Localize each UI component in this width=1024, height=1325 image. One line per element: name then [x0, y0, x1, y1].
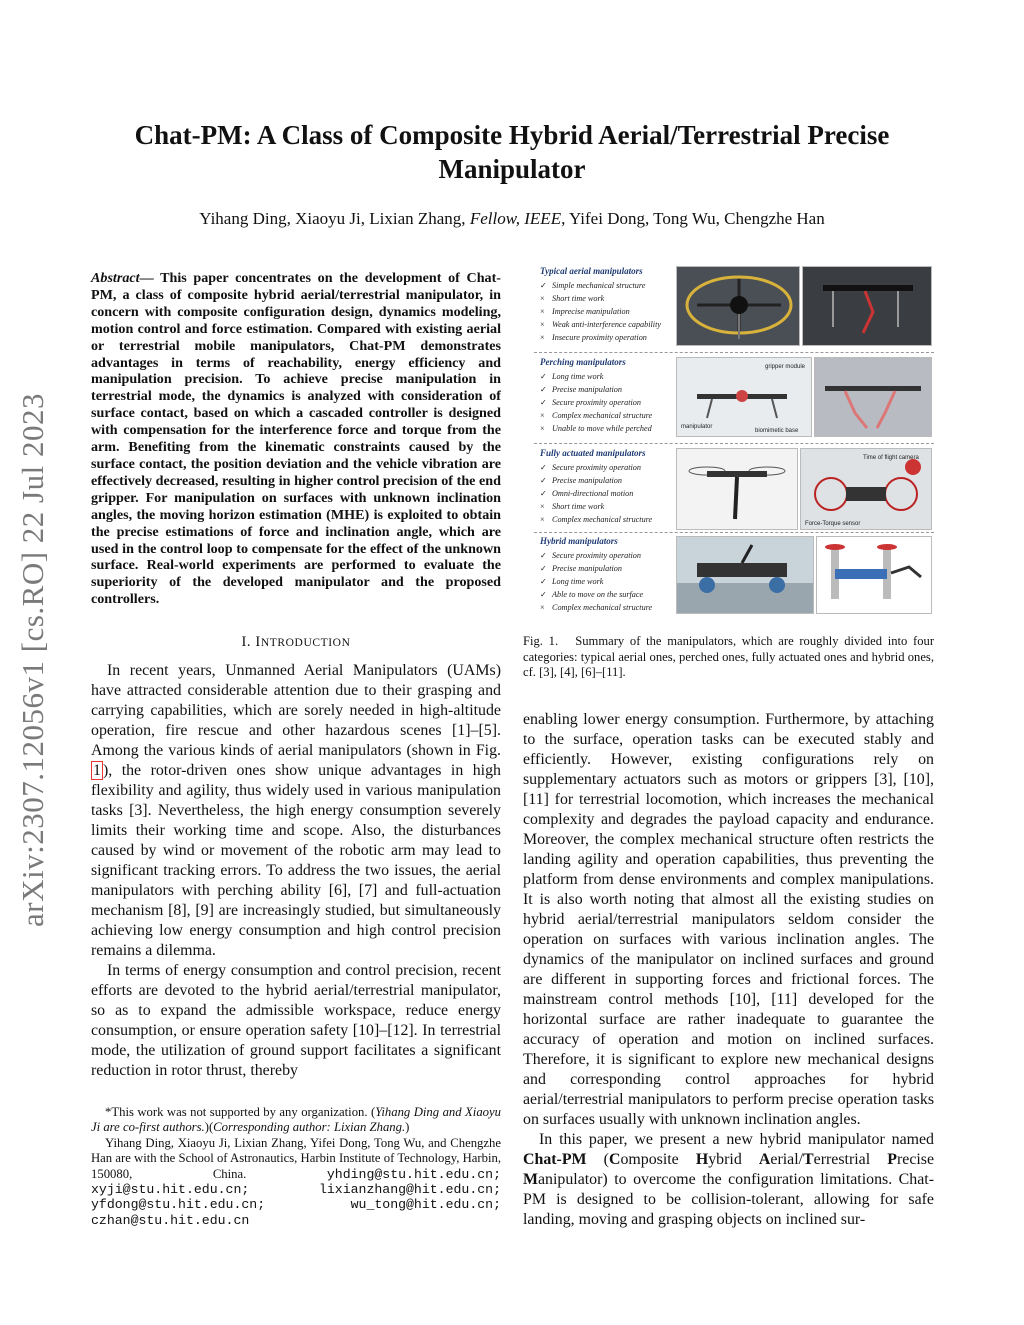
title-line-1: Chat-PM: A Class of Composite Hybrid Aerial/Terrestrial Precise — [134, 120, 890, 150]
group-title: Typical aerial manipulators — [540, 266, 643, 276]
list-item — [540, 318, 661, 331]
footnote — [91, 1105, 501, 1228]
figure-group-fully-actuated — [534, 446, 934, 532]
item-text: Imprecise manipulation — [552, 307, 630, 316]
list-item — [540, 500, 652, 513]
photo-hybrid-cad — [816, 536, 932, 614]
cross-icon: × — [540, 320, 545, 329]
intro-paragraph-2: In terms of energy consumption and control precision, recent efforts are devoted to the hybrid aerial/terrestrial manipulator, so as to expand the admissible workspace, reduce energy consumption, or ensure operation safety [10]–[12]. In terrestrial mode, the utilization of ground support facilitates a significant reduction in rotor thrust, thereby — [91, 962, 501, 1080]
list-item — [540, 422, 652, 435]
check-icon: ✓ — [540, 590, 547, 599]
list-item — [540, 562, 652, 575]
check-icon: ✓ — [540, 281, 547, 290]
intro-paragraph-1 — [91, 661, 501, 961]
figure-1-link[interactable]: 1 — [93, 762, 101, 780]
item-text: Omni-directional motion — [552, 489, 634, 498]
p4-paren: ( — [586, 1151, 609, 1168]
list-item — [540, 409, 652, 422]
check-icon: ✓ — [540, 463, 547, 472]
photo-perching-drone — [676, 357, 812, 437]
group-items — [540, 279, 661, 344]
abstract-label: Abstract — [91, 270, 140, 286]
section-heading-introduction — [91, 634, 501, 651]
p4-word-aerial: erial/ — [770, 1151, 804, 1168]
abstract — [91, 270, 501, 608]
figure-1-caption — [523, 634, 934, 681]
section-smallcaps: NTRODUCTION — [260, 637, 351, 650]
left-column — [91, 270, 501, 1081]
photo-label-bioinspired: biomimetic base — [755, 428, 799, 434]
caption-text: Summary of the manipulators, which are roughly divided into four categories: typical aerial ones, perched ones, fully actuated ones and hybrid ones, cf. [3], [4], [6]–[11]. — [523, 634, 935, 680]
list-item — [540, 474, 652, 487]
p4-letter-t: T — [803, 1151, 814, 1168]
item-text: Insecure proximity operation — [552, 333, 647, 342]
author-list — [90, 209, 934, 229]
p4-letter-c: C — [608, 1151, 621, 1168]
p4-word-hybrid: ybrid — [708, 1151, 759, 1168]
item-text: Precise manipulation — [552, 564, 622, 573]
authors-part-b: , Yifei Dong, Tong Wu, Chengzhe Han — [561, 209, 825, 228]
abstract-text: This paper concentrates on the development of Chat-PM, a class of composite hybrid aerial/terrestrial manipulator, in concern with composite configuration design, dynamics modeling, motion control and force estimation. Compared with existing aerial or terrestrial mobile manipulators, Chat-PM demonstrates advantages in terms of reachability, energy efficiency and manipulation precision. To achieve precise manipulation in terrestrial mode, the dynamics is analyzed with consideration of surface contact, based on which a cascaded controller is designed with compensation for the interference force and torque from the arm. Benefiting from the kinematic constraints caused by the surface contact, the position deviation and the vehicle vibration are effectively decreased, resulting in higher control precision of the end gripper. For manipulation on surfaces with unknown inclination angles, the moving horizon estimation (MHE) is exploited to obtain the precise estimations of force and inclination angle, which are used in the control loop to compensate for the effect of the unknown surface. Real-world experiments are performed to evaluate the superiority of the developed manipulator and the proposed controllers. — [91, 270, 501, 608]
item-text: Long time work — [552, 372, 604, 381]
group-items — [540, 461, 652, 526]
fn2-affiliation: Yihang Ding, Xiaoyu Ji, Lixian Zhang, Yifei Dong, Tong Wu, and Chengzhe Han are with the School of Astronautics, Harbin Institute of Technology, Harbin, 150080, China. — [91, 1135, 501, 1181]
list-item — [540, 575, 652, 588]
check-icon: ✓ — [540, 385, 547, 394]
cross-icon: × — [540, 502, 545, 511]
right-column — [523, 710, 934, 1230]
fn1-a: *This work was not supported by any organization. ( — [105, 1105, 376, 1119]
item-text: Complex mechanical structure — [552, 411, 653, 420]
item-text: Secure proximity operation — [552, 463, 641, 472]
list-item — [540, 461, 652, 474]
list-item — [540, 331, 661, 344]
authors-fellow: Fellow, IEEE — [469, 209, 562, 228]
check-icon: ✓ — [540, 489, 547, 498]
p4-letter-p: P — [887, 1151, 897, 1168]
abstract-dash: — — [139, 270, 154, 286]
cross-icon: × — [540, 603, 545, 612]
list-item — [540, 513, 652, 526]
group-title: Fully actuated manipulators — [540, 448, 646, 458]
list-item — [540, 305, 661, 318]
footnote-1 — [91, 1105, 501, 1136]
p4-text-rest: anipulator) to overcome the configuration limitations. Chat-PM is designed to be collision-tolerant, allowing for safe landing, moving and grasping objects on inclined sur- — [523, 1171, 934, 1228]
list-item — [540, 383, 652, 396]
item-text: Secure proximity operation — [552, 551, 641, 560]
figure-group-perching — [534, 355, 934, 441]
p4-letter-m: M — [523, 1171, 538, 1188]
authors-part-a: Yihang Ding, Xiaoyu Ji, Lixian Zhang, — [199, 209, 470, 228]
list-item — [540, 279, 661, 292]
p1-text-a: In recent years, Unmanned Aerial Manipulators (UAMs) have attracted considerable attention due to their grasping and carrying capabilities, which are sorely needed in high-altitude operation, fire rescue and other hazardous scenes [1]–[5]. Among the various kinds of aerial manipulators (shown in Fig. — [91, 662, 501, 760]
author-emails[interactable]: yhding@stu.hit.edu.cn; xyji@stu.hit.edu.cn; lixianzhang@hit.edu.cn; yfdong@stu.hit.edu.cn; wu_tong@hit.edu.cn; czhan@stu.hit.edu.cn — [91, 1166, 501, 1228]
fn1-e: ) — [405, 1120, 410, 1135]
intro-paragraph-3: enabling lower energy consumption. Furthermore, by attaching to the surface, operation tasks can be executed stably and efficiently. However, existing configurations rely on supplementary actuators such as motors or grippers [3], [10], [11] for terrestrial locomotion, which increases the mechanical complexity and degrades the payload capacity and endurance. Moreover, the complex mechanical structure often restricts the landing agility and operation capabilities, thus preventing the platform from dense environments and complex manipulations. It is also worth noting that almost all the existing studies on hybrid aerial/terrestrial manipulators seldom consider the operation on surfaces with various inclination angles. The dynamics of the manipulator on inclined surfaces and ground are different in supporting forces and frictional forces. The mainstream control methods [10], [11] developed for the horizontal surface are rather inadequate to guarantee the accuracy of operation and motion on inclined surfaces. Therefore, it is significant to explore new mechanical designs and corresponding control approaches for hybrid aerial/terrestrial manipulators to perform precise operation tasks on surfaces usually with unknown inclination angles. — [523, 711, 934, 1128]
item-text: Complex mechanical structure — [552, 515, 653, 524]
cross-icon: × — [540, 411, 545, 420]
check-icon: ✓ — [540, 551, 547, 560]
photo-perching-legs — [814, 357, 932, 437]
check-icon: ✓ — [540, 476, 547, 485]
item-text: Secure proximity operation — [552, 398, 641, 407]
intro-paragraph-4 — [523, 1130, 934, 1230]
photo-label-manipulator: manipulator — [681, 424, 713, 430]
list-item — [540, 370, 652, 383]
list-item — [540, 549, 652, 562]
group-items — [540, 370, 652, 435]
figure-separator — [534, 443, 934, 444]
cross-icon: × — [540, 333, 545, 342]
p1-text-b: ), the rotor-driven ones show unique advantages in high flexibility and agility, thus widely used in various manipulation tasks [3]. Nevertheless, the high energy consumption severely limits their working time and scope. Also, the disturbances caused by wind or movement of the robotic arm may lead to significant tracking errors. To address the two issues, the aerial manipulators with perching ability [6], [7] and full-actuation mechanism [8], [9] are increasingly studied, but simultaneously achieving low energy consumption and high control precision remains a dilemma. — [91, 762, 501, 960]
paper-title — [90, 118, 934, 186]
photo-hybrid-ground-robot — [676, 536, 814, 614]
fn1-d: Corresponding author: Lixian Zhang. — [213, 1120, 406, 1135]
group-items — [540, 549, 652, 614]
footnote-2 — [91, 1136, 501, 1228]
p4-word-precise: recise — [896, 1151, 935, 1168]
check-icon: ✓ — [540, 564, 547, 573]
group-title: Hybrid manipulators — [540, 536, 618, 546]
list-item — [540, 588, 652, 601]
figure-separator — [534, 352, 934, 353]
list-item — [540, 601, 652, 614]
item-text: Unable to move while perched — [552, 424, 652, 433]
item-text: Precise manipulation — [552, 385, 622, 394]
caption-label: Fig. 1. — [523, 634, 559, 648]
p4-word-terrestrial: errestrial — [813, 1151, 888, 1168]
item-text: Short time work — [552, 502, 605, 511]
cross-icon: × — [540, 294, 545, 303]
p4-letter-a: A — [758, 1151, 771, 1168]
photo-fully-actuated-hex — [800, 448, 932, 530]
item-text: Complex mechanical structure — [552, 603, 653, 612]
list-item — [540, 487, 652, 500]
cross-icon: × — [540, 515, 545, 524]
figure-group-typical — [534, 264, 934, 350]
figure-group-hybrid — [534, 534, 934, 614]
fn1-b: Yihang Ding and Xiaoyu Ji are co-first authors. — [91, 1105, 501, 1135]
item-text: Able to move on the surface — [552, 590, 644, 599]
item-text: Weak anti-interference capability — [552, 320, 661, 329]
title-line-2: Manipulator — [438, 154, 586, 184]
figure-1 — [534, 264, 934, 616]
figure-separator — [534, 532, 934, 533]
list-item — [540, 292, 661, 305]
photo-aerial-ring-drone — [676, 266, 800, 346]
item-text: Long time work — [552, 577, 604, 586]
section-number: I. — [241, 634, 256, 651]
cross-icon: × — [540, 424, 545, 433]
arxiv-sidebar-stamp — [10, 360, 56, 960]
photo-label-force: Force-Torque sensor — [805, 521, 861, 527]
fn1-c: )( — [204, 1120, 214, 1135]
check-icon: ✓ — [540, 372, 547, 381]
check-icon: ✓ — [540, 577, 547, 586]
list-item — [540, 396, 652, 409]
section-first-letter: I — [255, 634, 261, 651]
p4-letter-h: H — [695, 1151, 709, 1168]
item-text: Precise manipulation — [552, 476, 622, 485]
photo-label-gripper: gripper module — [765, 364, 806, 370]
p4-word-composite: omposite — [620, 1151, 696, 1168]
group-title: Perching manipulators — [540, 357, 626, 367]
check-icon: ✓ — [540, 398, 547, 407]
photo-aerial-arm-drone — [802, 266, 932, 346]
p4-name: Chat-PM — [523, 1151, 587, 1168]
item-text: Simple mechanical structure — [552, 281, 646, 290]
photo-label-tof: Time of flight camera — [863, 455, 919, 461]
arxiv-id-text: arXiv:2307.12056v1 [cs.RO] 22 Jul 2023 — [15, 393, 50, 927]
photo-fully-actuated-drone — [676, 448, 798, 530]
cross-icon: × — [540, 307, 545, 316]
item-text: Short time work — [552, 294, 605, 303]
p4-text-a: In this paper, we present a new hybrid manipulator named — [539, 1131, 934, 1148]
